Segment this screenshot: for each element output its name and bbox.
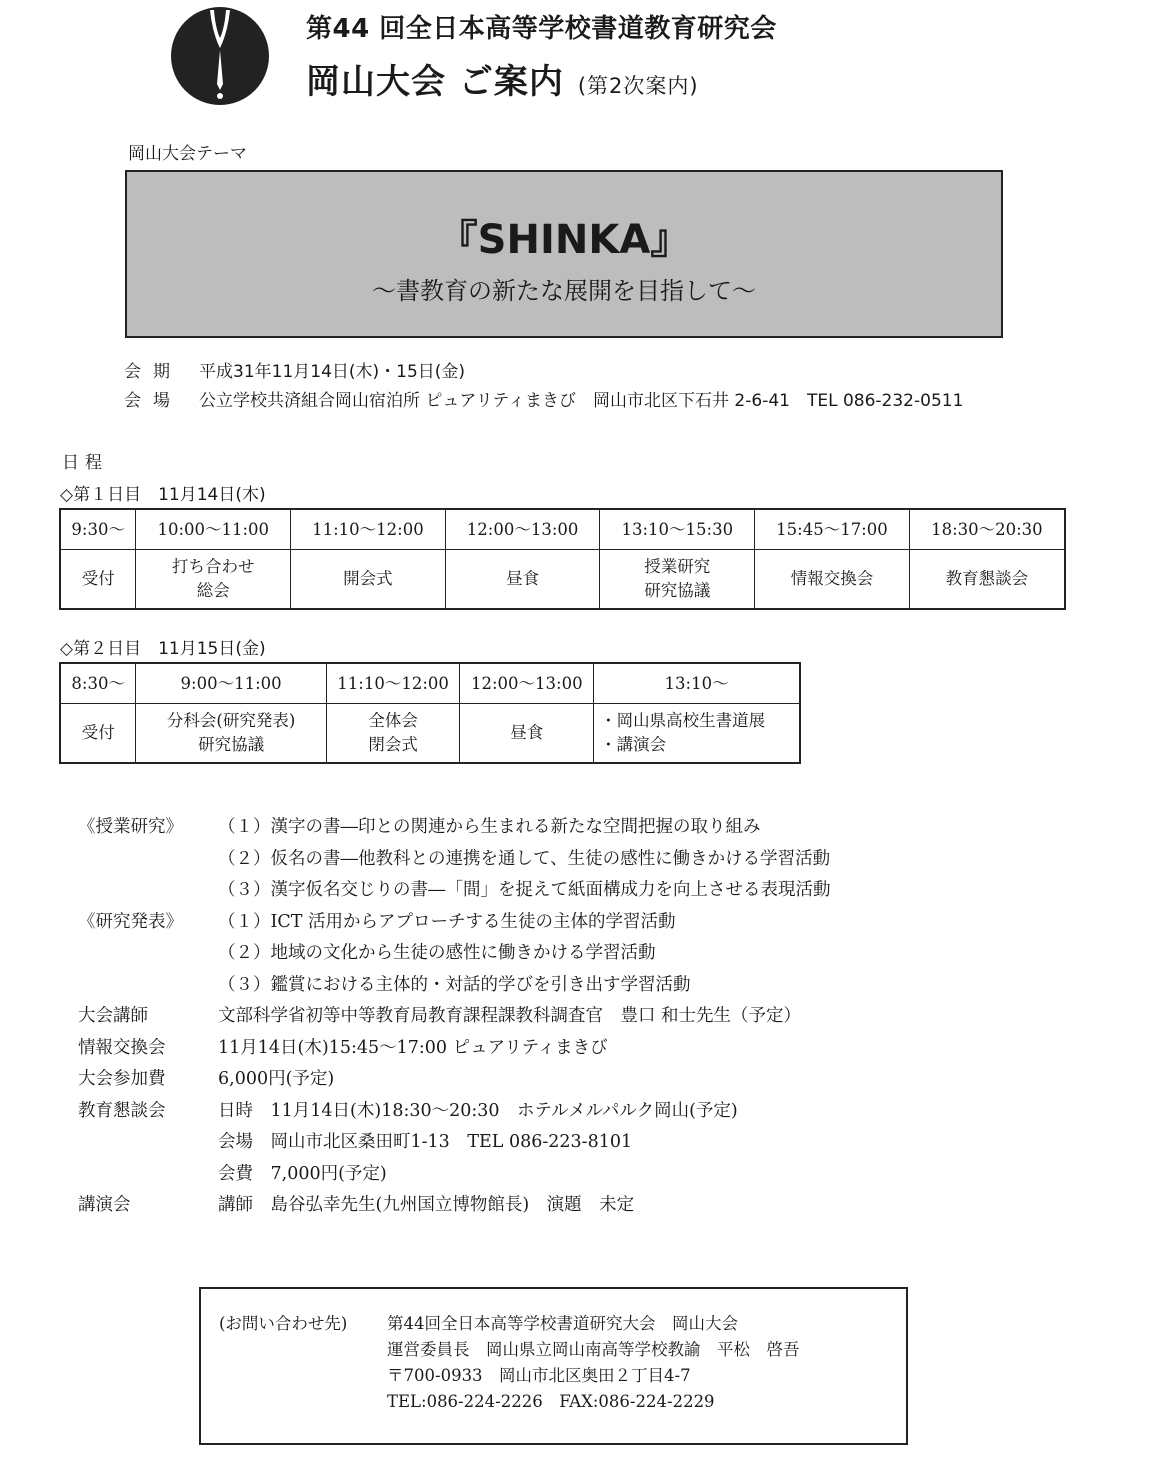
detail-label-social: 教育懇談会 (78, 1100, 166, 1121)
theme-sub: 〜書教育の新たな展開を目指して〜 (372, 277, 756, 305)
details-section (78, 812, 1078, 1232)
day2-time: 11:10〜12:00 (326, 663, 460, 704)
day1-event: 昼食 (445, 550, 600, 610)
day1-time: 13:10〜15:30 (600, 509, 755, 550)
contact-line: 運営委員長 岡山県立岡山南高等学校教諭 平松 啓吾 (387, 1340, 800, 1359)
day1-time: 12:00〜13:00 (445, 509, 600, 550)
conference-logo (170, 6, 270, 106)
day1-time: 9:30〜 (60, 509, 136, 550)
info-period-key: 会期 (124, 362, 182, 382)
info-period-value: 平成31年11月14日(木)・15日(金) (199, 362, 466, 382)
day1-event: 受付 (60, 550, 136, 610)
contact-box (199, 1287, 908, 1445)
detail-value: 11月14日(木)15:45〜17:00 ピュアリティまきび (218, 1037, 608, 1058)
detail-value: 講師 島谷弘幸先生(九州国立博物館長) 演題 未定 (218, 1195, 635, 1215)
title-line2 (306, 54, 699, 103)
detail-label-lecture: 講演会 (78, 1195, 131, 1215)
day2-label: ◇第２日目 11月15日(金) (60, 639, 266, 659)
day1-time: 15:45〜17:00 (755, 509, 910, 550)
title-sub: (第2次案内) (577, 74, 699, 98)
day1-event: 打ち合わせ 総会 (136, 550, 291, 610)
detail-label-fee: 大会参加費 (78, 1069, 166, 1089)
day2-event: 全体会 閉会式 (326, 704, 460, 764)
contact-lines (387, 1311, 800, 1415)
day2-event: ・岡山県高校生書道展 ・講演会 (594, 704, 800, 764)
detail-label-research-presentation: 《研究発表》 (78, 911, 183, 932)
day2-time: 13:10〜 (594, 663, 800, 704)
schedule-title: 日程 (62, 453, 108, 473)
contact-line: TEL:086-224-2226 FAX:086-224-2229 (387, 1392, 715, 1411)
detail-value: （１）漢字の書―印との関連から生まれる新たな空間把握の取り組み (218, 817, 761, 837)
day2-time: 12:00〜13:00 (460, 663, 594, 704)
detail-value: （２）地域の文化から生徒の感性に働きかける学習活動 (218, 943, 656, 963)
detail-label-lesson-research: 《授業研究》 (78, 817, 183, 837)
day2-event: 受付 (60, 704, 136, 764)
day1-event: 教育懇談会 (909, 550, 1065, 610)
day1-time: 10:00〜11:00 (136, 509, 291, 550)
detail-value: 日時 11月14日(木)18:30〜20:30 ホテルメルパルク岡山(予定) (218, 1100, 738, 1121)
day1-time: 18:30〜20:30 (909, 509, 1065, 550)
detail-value: 会場 岡山市北区桑田町1-13 TEL 086-223-8101 (218, 1132, 633, 1152)
day1-events-row (60, 550, 1065, 610)
day1-event: 開会式 (291, 550, 446, 610)
detail-value: （３）漢字仮名交じりの書―「間」を捉えて紙面構成力を向上させる表現活動 (218, 880, 831, 900)
theme-main: 『SHINKA』 (437, 217, 691, 263)
detail-value: 6,000円(予定) (218, 1069, 335, 1089)
day2-time: 8:30〜 (60, 663, 136, 704)
day1-event: 授業研究 研究協議 (600, 550, 755, 610)
detail-value: （１）ICT 活用からアプローチする生徒の主体的学習活動 (218, 911, 676, 932)
info-period (124, 357, 465, 382)
detail-value: 会費 7,000円(予定) (218, 1163, 387, 1184)
title-line1: 第44 回全日本高等学校書道教育研究会 (306, 14, 777, 44)
detail-label-exchange: 情報交換会 (78, 1037, 166, 1058)
day2-times-row (60, 663, 800, 704)
contact-line: 〒700-0933 岡山市北区奥田２丁目4-7 (387, 1366, 691, 1385)
day1-time: 11:10〜12:00 (291, 509, 446, 550)
day2-event: 昼食 (460, 704, 594, 764)
day2-events-row (60, 704, 800, 764)
contact-line: 第44回全日本高等学校書道研究大会 岡山大会 (387, 1314, 738, 1333)
info-venue-value: 公立学校共済組合岡山宿泊所 ピュアリティまきび 岡山市北区下石井 2-6-41 TEL 086-232-0511 (199, 391, 964, 411)
detail-value: （３）鑑賞における主体的・対話的学びを引き出す学習活動 (218, 974, 691, 995)
info-venue (124, 386, 963, 411)
day1-table (59, 508, 1066, 610)
day1-label: ◇第１日目 11月14日(木) (60, 485, 266, 505)
day2-table (59, 662, 801, 764)
theme-label: 岡山大会テーマ (128, 144, 247, 164)
detail-value: 文部科学省初等中等教育局教育課程課教科調査官 豊口 和士先生（予定） (218, 1006, 802, 1026)
theme-box (125, 170, 1003, 338)
info-venue-key: 会場 (124, 391, 182, 411)
day1-event: 情報交換会 (755, 550, 910, 610)
detail-label-lecturer: 大会講師 (78, 1006, 148, 1026)
detail-value: （２）仮名の書―他教科との連携を通して、生徒の感性に働きかける学習活動 (218, 848, 831, 869)
contact-label: (お問い合わせ先) (219, 1314, 348, 1333)
title-main: 岡山大会 ご案内 (306, 62, 564, 102)
day2-event: 分科会(研究発表) 研究協議 (136, 704, 326, 764)
day1-times-row (60, 509, 1065, 550)
day2-time: 9:00〜11:00 (136, 663, 326, 704)
